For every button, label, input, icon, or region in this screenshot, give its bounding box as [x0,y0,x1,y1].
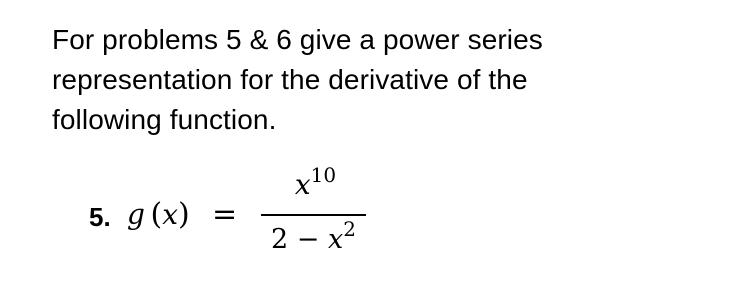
denominator-operator: − [296,224,320,255]
close-paren: ) [178,197,190,232]
function-name: g [127,198,145,231]
fraction-numerator [261,163,366,202]
denominator-exponent: 2 [343,217,356,241]
problem-instructions [52,20,692,140]
function-lhs [127,198,190,232]
function-variable: x [162,198,179,231]
equals-sign: = [212,197,238,232]
fraction-bar [261,214,366,216]
instructions-line-2: representation for the derivative of the [52,64,528,95]
denominator-base: x [328,224,344,255]
numerator-exponent: 10 [310,163,337,187]
denominator-constant: 2 [271,224,289,255]
instructions-line-1: For problems 5 & 6 give a power series [52,24,543,55]
fraction [261,163,366,270]
problem-5 [89,163,409,270]
problem-number: 5. [89,202,111,232]
instructions-line-3: following function. [52,104,277,135]
open-paren: ( [150,197,163,232]
numerator-base: x [294,168,311,201]
fraction-denominator [261,217,366,256]
